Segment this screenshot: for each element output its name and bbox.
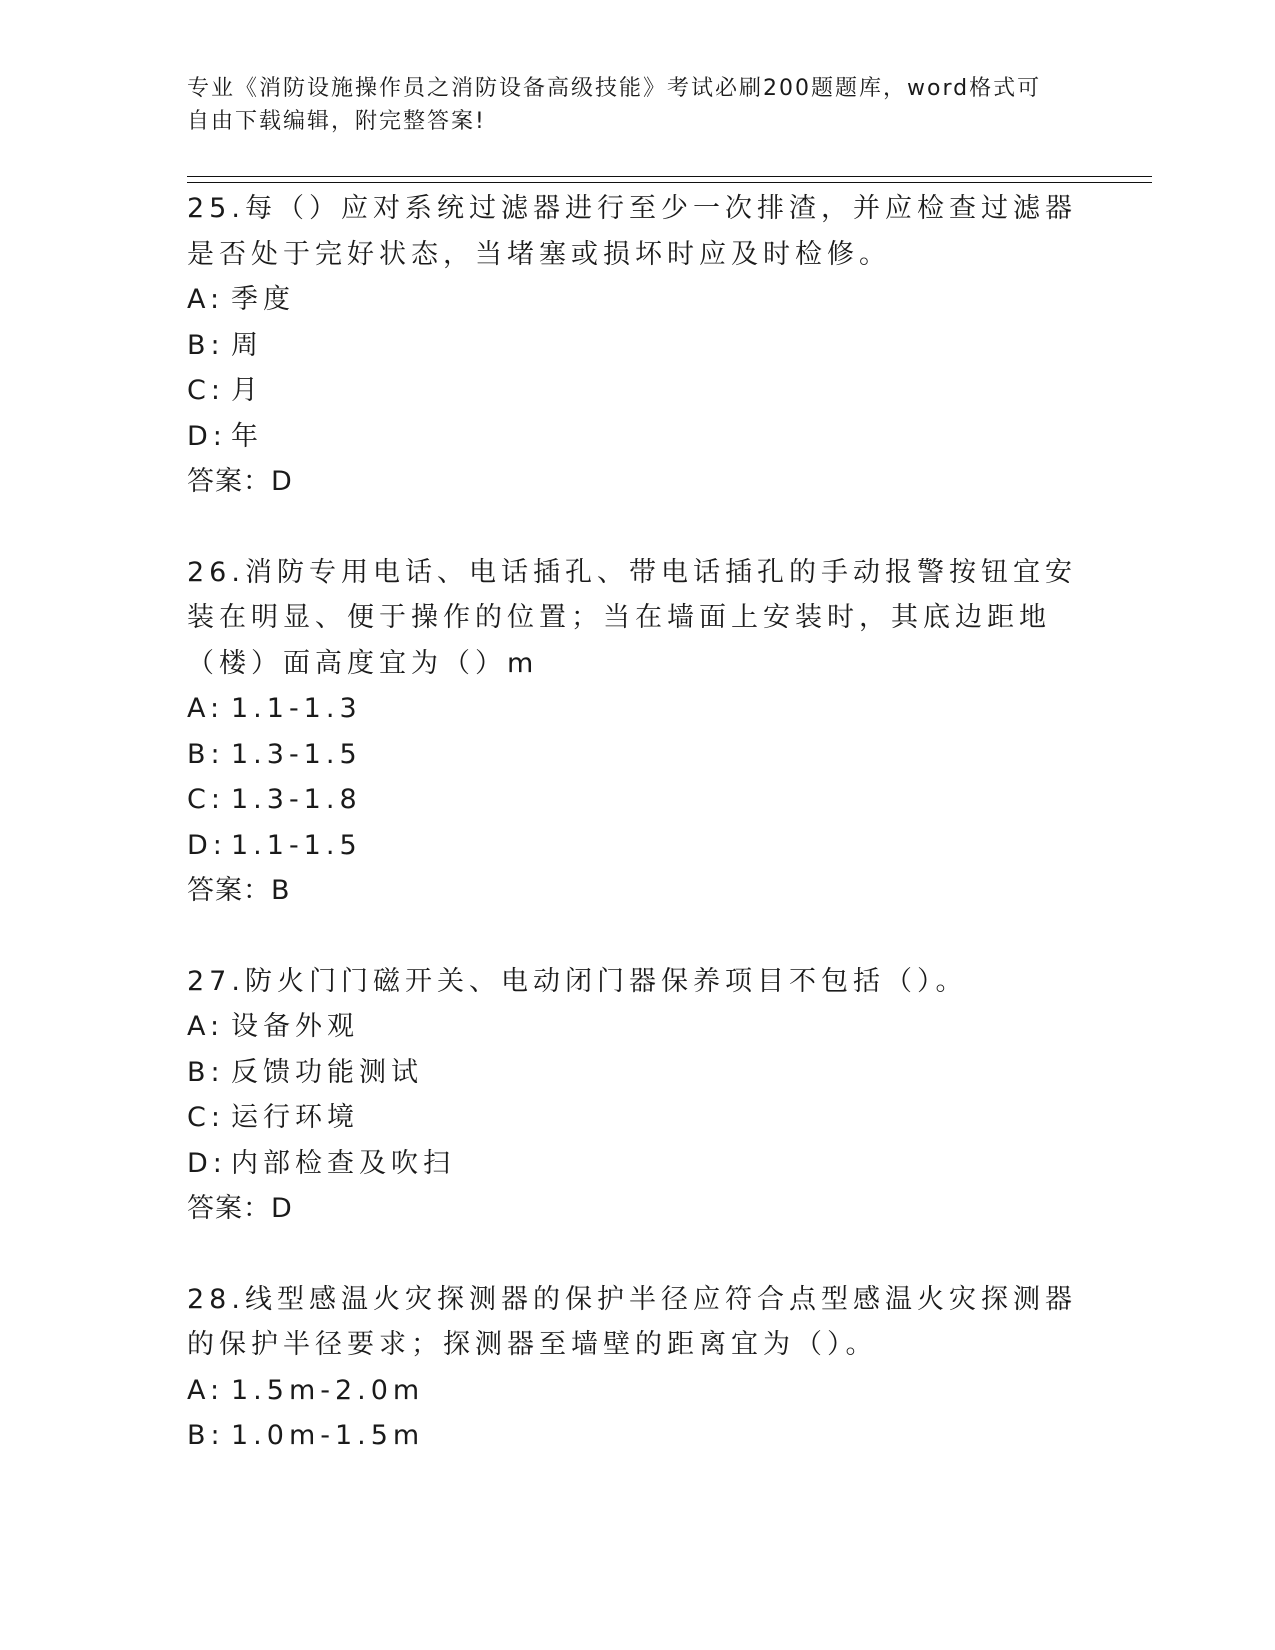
question-stem: 27.防火门门磁开关、电动闭门器保养项目不包括（）。 (187, 965, 968, 997)
option-key: D: (187, 1147, 227, 1179)
option-text: 1.1-1.3 (231, 693, 362, 724)
option-text: 年 (231, 420, 263, 452)
option-key: B: (187, 1420, 225, 1451)
option-d (187, 1141, 1087, 1187)
question-25 (187, 186, 1087, 505)
option-text: 1.3-1.5 (231, 738, 362, 770)
option-c (187, 777, 1087, 823)
option-c (187, 368, 1087, 414)
question-gap (187, 914, 1087, 959)
option-b (187, 1050, 1087, 1096)
option-a (187, 1368, 1087, 1414)
option-a (187, 686, 1087, 732)
option-b (187, 1413, 1087, 1459)
option-text: 1.0m-1.5m (231, 1420, 425, 1451)
option-text: 运行环境 (231, 1102, 359, 1133)
option-key: B: (187, 1056, 225, 1088)
option-d (187, 414, 1087, 460)
answer-line: 答案：D (187, 466, 293, 497)
option-key: D: (187, 829, 227, 861)
option-text: 1.5m-2.0m (231, 1374, 425, 1406)
option-a (187, 1004, 1087, 1050)
header-line-2: 自由下载编辑，附完整答案! (187, 109, 486, 134)
question-27 (187, 959, 1087, 1232)
option-a (187, 277, 1087, 323)
question-gap (187, 1232, 1087, 1277)
question-stem: 28.线型感温火灾探测器的保护半径应符合点型感温火灾探测器的保护半径要求；探测器至墙壁的距离宜为（）。 (187, 1283, 1077, 1360)
question-26 (187, 550, 1087, 914)
option-key: A: (187, 1374, 225, 1406)
option-text: 季度 (231, 284, 295, 315)
question-stem: 25.每（）应对系统过滤器进行至少一次排渣，并应检查过滤器是否处于完好状态，当堵塞或损坏时应及时检修。 (187, 193, 1077, 270)
header-divider-bottom (187, 182, 1152, 183)
option-key: D: (187, 420, 227, 452)
option-key: C: (187, 784, 225, 815)
option-text: 内部检查及吹扫 (231, 1147, 455, 1179)
option-key: C: (187, 1102, 225, 1133)
option-c (187, 1095, 1087, 1141)
document-header (187, 72, 1087, 138)
answer-line: 答案：B (187, 875, 291, 906)
question-stem: 26.消防专用电话、电话插孔、带电话插孔的手动报警按钮宜安装在明显、便于操作的位置；当在墙面上安装时，其底边距地（楼）面高度宜为（）m (187, 556, 1077, 679)
answer-line: 答案：D (187, 1193, 293, 1224)
option-key: A: (187, 284, 225, 315)
option-b (187, 732, 1087, 778)
option-b (187, 323, 1087, 369)
option-text: 反馈功能测试 (231, 1056, 423, 1088)
option-key: B: (187, 329, 225, 361)
question-gap (187, 505, 1087, 550)
option-key: A: (187, 1011, 225, 1042)
option-text: 月 (231, 375, 263, 406)
option-text: 1.1-1.5 (231, 829, 362, 861)
option-key: B: (187, 738, 225, 770)
option-text: 1.3-1.8 (231, 784, 362, 815)
option-d (187, 823, 1087, 869)
option-text: 设备外观 (231, 1011, 359, 1042)
option-text: 周 (231, 329, 263, 361)
question-28 (187, 1277, 1087, 1459)
header-divider-top (187, 176, 1152, 177)
header-line-1: 专业《消防设施操作员之消防设备高级技能》考试必刷200题题库，word格式可 (187, 76, 1042, 101)
option-key: C: (187, 375, 225, 406)
option-key: A: (187, 693, 225, 724)
question-list (187, 186, 1087, 1459)
